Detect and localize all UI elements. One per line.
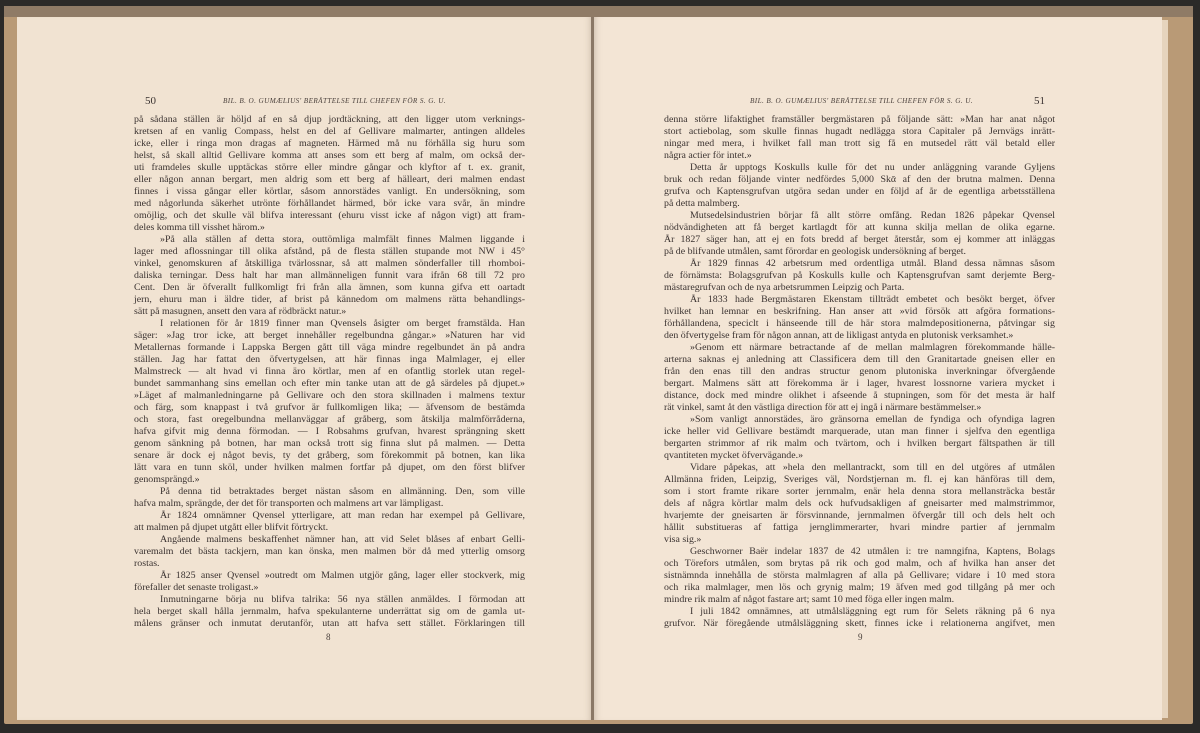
text-line: hafva gifvit mig denna förmodan. — I Robsahms grufvan, hvarest sprängning skett [134, 426, 525, 437]
text-line: och rika malmlager, men lös och grynig malm; 19 äfven med god tillgång på mer och [664, 582, 1055, 593]
text-line: »På alla ställen af detta stora, outtömliga malmfält finnes Malmen liggande i [160, 234, 525, 245]
text-line: förefaller det senaste troligast.» [134, 582, 259, 593]
paragraph [664, 162, 1055, 210]
text-line: deles komma till visshet härom.» [134, 222, 265, 233]
text-line: bundet sammanhang sins emellan och efter min tanke utan att de gå särdeles på djupet.» [134, 378, 525, 389]
text-line: Cent. Den är öfverallt fullkomligt fri från alla ämnen, som kunna gifva ett oartadt [134, 282, 525, 293]
page-number: 51 [1034, 95, 1045, 107]
text-line: bergart. Malmens sätt att förekomma är i lager, hvarest lossnorne variera mycket i [664, 378, 1055, 389]
text-line: daliska terningar. Dess halt har man allmänneligen funnit vara ifrån 68 till 72 pro [134, 270, 525, 281]
text-line: och stora, fast oregelbundna mellanväggar af gråberg, som åtskilja malmförråderna, [134, 414, 525, 425]
text-line: hela berget skall hålla jernmalm, hafva spekulanterne underrättat sig om de gamla ut- [134, 606, 525, 617]
text-line: den öfvertygelse fram för någon annan, att de likligast antyda en plutonisk verksamhet.» [664, 330, 1014, 341]
text-line: rostas. [134, 558, 160, 569]
text-line: jern, ehuru man i äldre tider, af brist på kännedom om malmens rätta behandlings- [134, 294, 525, 305]
text-line: På denna tid betraktades berget nästan såsom en allmänning. Den, som ville [160, 486, 525, 497]
paragraph [664, 210, 1055, 258]
text-line: arterna saknas ej anledning att Classificera dem till den Granitartade gneisen eller en [664, 354, 1055, 365]
text-line: denna större lifaktighet framställer bergmästaren på följande sätt: »Man har anat något [664, 114, 1055, 125]
paragraph [134, 510, 525, 534]
text-line: omöjlig, och det skulle väl blifva interessant (ehuru visst icke af någon vigt) att fram- [134, 210, 525, 221]
text-line: finnes i vissa gångar eller körtlar, såsom annorstädes vanligt. En undersökning, som [134, 186, 525, 197]
text-line: icke heller vid Gellivare bestämdt marquerade, utan man finner i sjelfva den egentliga [664, 426, 1055, 437]
text-line: hvilket han lemnar en beskrifning. Han anser att »vid försök att afgöra formations- [664, 306, 1055, 317]
text-line: »Läget af malmanledningarne på Gellivare och den stora skillnaden i malmens textur [134, 390, 525, 401]
text-line: och färg, som knappast i två grufvor är fullkomligen lika; — äfvensom de bestämda [134, 402, 525, 413]
text-line: bergarten strimmor af rik malm och tvärtom, och i hvilken bergart fältspathen är till [664, 438, 1055, 449]
text-line: lager med aflossningar till olika afstånd, på de flesta ställen stupande mot NW i 45° [134, 246, 525, 257]
paragraph [134, 534, 525, 570]
text-line: År 1827 säger han, att ej en fots bredd af berget återstår, som ej kommer att inläggas [664, 234, 1055, 245]
paragraph [664, 114, 1055, 162]
paragraph [664, 414, 1055, 462]
text-line: förhållandena, speciclt i hänseende till de här stora malmdepositionerna, påtvingar sig [664, 318, 1055, 329]
paragraph [134, 114, 525, 234]
text-line: År 1829 finnas 42 arbetsrum med ordentliga utmål. Bland dessa nämnas såsom [690, 258, 1055, 269]
book-cover-top-edge [4, 6, 1193, 17]
text-line: genom sänkning på botnen, har man också trott sig finna slut på malmen. — Detta [134, 438, 525, 449]
text-line: och Törefors utmålen, som brytas på rik och god malm, och af hvilka han anser det [664, 558, 1055, 569]
book-spine [591, 17, 594, 720]
text-line: från den enas till den andras structur genom plutoniska inverkningar öfvergående [664, 366, 1055, 377]
text-line: rät vinkel, samt åt den västliga direction för att ej ingå i närmare bestämmelser.» [664, 402, 982, 413]
text-line: varemalm det bästa tackjern, man kan önska, men malmen bör då med ytterlig omsorg [134, 546, 525, 557]
paragraph [664, 258, 1055, 294]
text-line: sistnämnda innehålla de största malmlagren af alla på Gellivare; vidare i 10 med stora [664, 570, 1055, 581]
paragraph [664, 294, 1055, 342]
text-line: på detta malmberg. [664, 198, 740, 209]
signature-mark: 8 [326, 632, 331, 642]
page-body-text [134, 114, 525, 630]
paragraph [664, 342, 1055, 414]
text-line: stort actiebolag, som skulle finnas hugadt nedlägga stora Capitaler på Jernvägs inrätt- [664, 126, 1055, 137]
text-line: genomsprängd.» [134, 474, 200, 485]
text-line: bruk och redan följande vinter nedfördes 5,000 Skᾱ af den der brutna malmen. Denna [664, 174, 1055, 185]
text-line: senare är dock ej något bevis, ty det gråberg, som förekommit på botnen, kan lika [134, 450, 525, 461]
page-number: 50 [145, 95, 156, 107]
running-head: BIL. B. O. GUMÆLIUS' BERÄTTELSE TILL CHEFEN FÖR S. G. U. [223, 97, 447, 105]
paragraph [664, 462, 1055, 546]
text-line: År 1824 omnämner Qvensel ytterligare, att man redan har exempel på Gellivare, [160, 510, 525, 521]
text-line: nödvändigheten att få berget kartlagdt för att kunna skilja mellan de olika egarne. [664, 222, 1055, 233]
text-line: Inmutningarne börja nu blifva talrika: 56 nya ställen anmäldes. I förmodan att [160, 594, 525, 605]
text-line: på sådana ställen är höljd af en så djup jordtäckning, att den ligger utom verknings- [134, 114, 525, 125]
text-line: ningar med mera, i hvilket fall man trott sig få en mutsedel rätt väl betald eller [664, 138, 1055, 149]
paragraph [134, 570, 525, 594]
text-line: Angående malmens beskaffenhet nämner han, att vid Selet blåses af enbart Gelli- [160, 534, 525, 545]
text-line: eller någon annan bergart, men aldrig som ett berg af hälleart, deri malmen endast [134, 174, 525, 185]
text-line: ställen. Jag har fattat den öfvertygelsen, att här finnas inga Malmlager, ej eller [134, 354, 525, 365]
text-line: några actier för intet.» [664, 150, 752, 161]
text-line: mindre rik malm af något fastare art; samt 10 med föga eller ingen malm. [664, 594, 955, 605]
text-line: grufva och Kaptensgrufvan utgöra sedan under en följd af år de egentliga arbetsställena [664, 186, 1055, 197]
running-head: BIL. B. O. GUMÆLIUS' BERÄTTELSE TILL CHEFEN FÖR S. G. U. [750, 97, 974, 105]
paragraph [664, 606, 1055, 630]
text-line: uti framdeles skulle upptäckas större eller mindre gångar och klyftor af t. ex. granit, [134, 162, 525, 173]
text-line: kretsen af en vanlig Compass, helst en del af Gellivare malmarter, antingen alldeles [134, 126, 525, 137]
paragraph [134, 594, 525, 630]
text-line: dels af några körtlar malm dels ock hufvudsakligen af gneisarter med malmstrimmor, [664, 498, 1055, 509]
page-body-text [664, 114, 1055, 630]
paragraph [134, 318, 525, 486]
text-line: grufvor. När föregående utmålsläggning skett, finnes icke i relationerna angifvet, men [664, 618, 1055, 629]
text-line: icke, eller i ringa mon dragas af magneten. Härmed må nu förhålla sig huru som [134, 138, 525, 149]
text-line: År 1825 anser Qvensel »outredt om Malmen utgjör gång, lager eller stockverk, mig [160, 570, 525, 581]
text-line: Allmänna friden, Leipzig, Sveriges väl, Nordstjernan m. fl. ej kan hänföras till dem, [664, 474, 1055, 485]
text-line: »Genom ett närmare betractande af de mellan malmlagren förekommande hälle- [690, 342, 1055, 353]
text-line: hafva malm, sprängde, der det för transporten och malmens art var lämpligast. [134, 498, 444, 509]
text-line: I relationen för år 1819 finner man Qvensels åsigter om berget framstälda. Han [160, 318, 525, 329]
text-line: »Som vanligt annorstädes, äro gränsorna emellan de fyndiga och ofyndiga lagren [690, 414, 1055, 425]
text-line: mästaregrufvan och de nya arbetsrummen Leipzig och Parta. [664, 282, 905, 293]
text-line: distance, dock med mindre olikhet i afseende å stupningen, som för det mesta är half [664, 390, 1055, 401]
text-line: År 1833 hade Bergmästaren Ekenstam tillträdt embetet och besökt berget, öfver [690, 294, 1055, 305]
text-line: som i stort framte rikare sorter jernmalm, enär hela denna stora mellansträcka består [664, 486, 1055, 497]
text-line: med någorlunda säkerhet utrönte förhållandet härmed, bör icke vara svår, än mindre [134, 198, 525, 209]
text-line: lätt vara en tunn sköl, under hvilken malmen fortfar på djupet, om den först blifver [134, 462, 525, 473]
text-line: målens gränser och inmutat derutanför, utan att hafva sett stället. Förklaringen till [134, 618, 525, 629]
text-line: att malmen på djupet utgått eller blifvit förtryckt. [134, 522, 329, 533]
text-line: säger: »Jag tror icke, att berget innehåller regelbundna gångar.» »Naturen har vid [134, 330, 525, 341]
right-page [594, 17, 1162, 720]
text-line: hållit substitueras af fattiga jernglimmerarter, hvari mindre partier af jernmalm [664, 522, 1055, 533]
text-line: på de blifvande utmålen, samt förordar en geologisk undersökning af berget. [664, 246, 967, 257]
text-line: de förnämsta: Bolagsgrufvan på Koskulls kulle och Kaptensgrufvan samt derjemte Berg- [664, 270, 1055, 281]
paragraph [134, 486, 525, 510]
text-line: hvarjemte der gneisarten är försvinnande, jernmalmen öfvergår till och dels helt och [664, 510, 1055, 521]
text-line: vinkel, genomskuren af åtskilliga tvärlossnar, så att malmen sönderfaller till rhomboi- [134, 258, 525, 269]
signature-mark: 9 [858, 632, 863, 642]
text-line: Malmstreck — alt hvad vi finna äro körtlar, men af en ofantlig storlek utan regel- [134, 366, 525, 377]
text-line: qvantiteten mycket öfvervägande.» [664, 450, 804, 461]
text-line: I juli 1842 omnämnes, att utmålsläggning egt rum för Selets räkning på 6 nya [690, 606, 1055, 617]
left-page [17, 17, 592, 720]
text-line: Detta år upptogs Koskulls kulle för det nu under anläggning varande Gyljens [690, 162, 1055, 173]
text-line: visa sig.» [664, 534, 702, 545]
text-line: Metallernas formande i Lappska Bergen gått till väga mindre regelbundet än på andra [134, 342, 525, 353]
page-stack-edge [1162, 20, 1168, 718]
paragraph [134, 234, 525, 318]
paragraph [664, 546, 1055, 606]
text-line: Vidare påpekas, att »hela den mellantrackt, som till en del utgöres af utmålen [690, 462, 1055, 473]
text-line: sätt på masugnen, ansett den vara af rödbräckt natur.» [134, 306, 347, 317]
text-line: Mutsedelsindustrien börjar få allt större omfång. Redan 1826 påpekar Qvensel [690, 210, 1055, 221]
text-line: Geschworner Baër indelar 1837 de 42 utmålen i: tre namngifna, Kaptens, Bolags [690, 546, 1055, 557]
text-line: helst, så skall alltid Gellivare komma att anses som ett berg af malm, om också der- [134, 150, 525, 161]
